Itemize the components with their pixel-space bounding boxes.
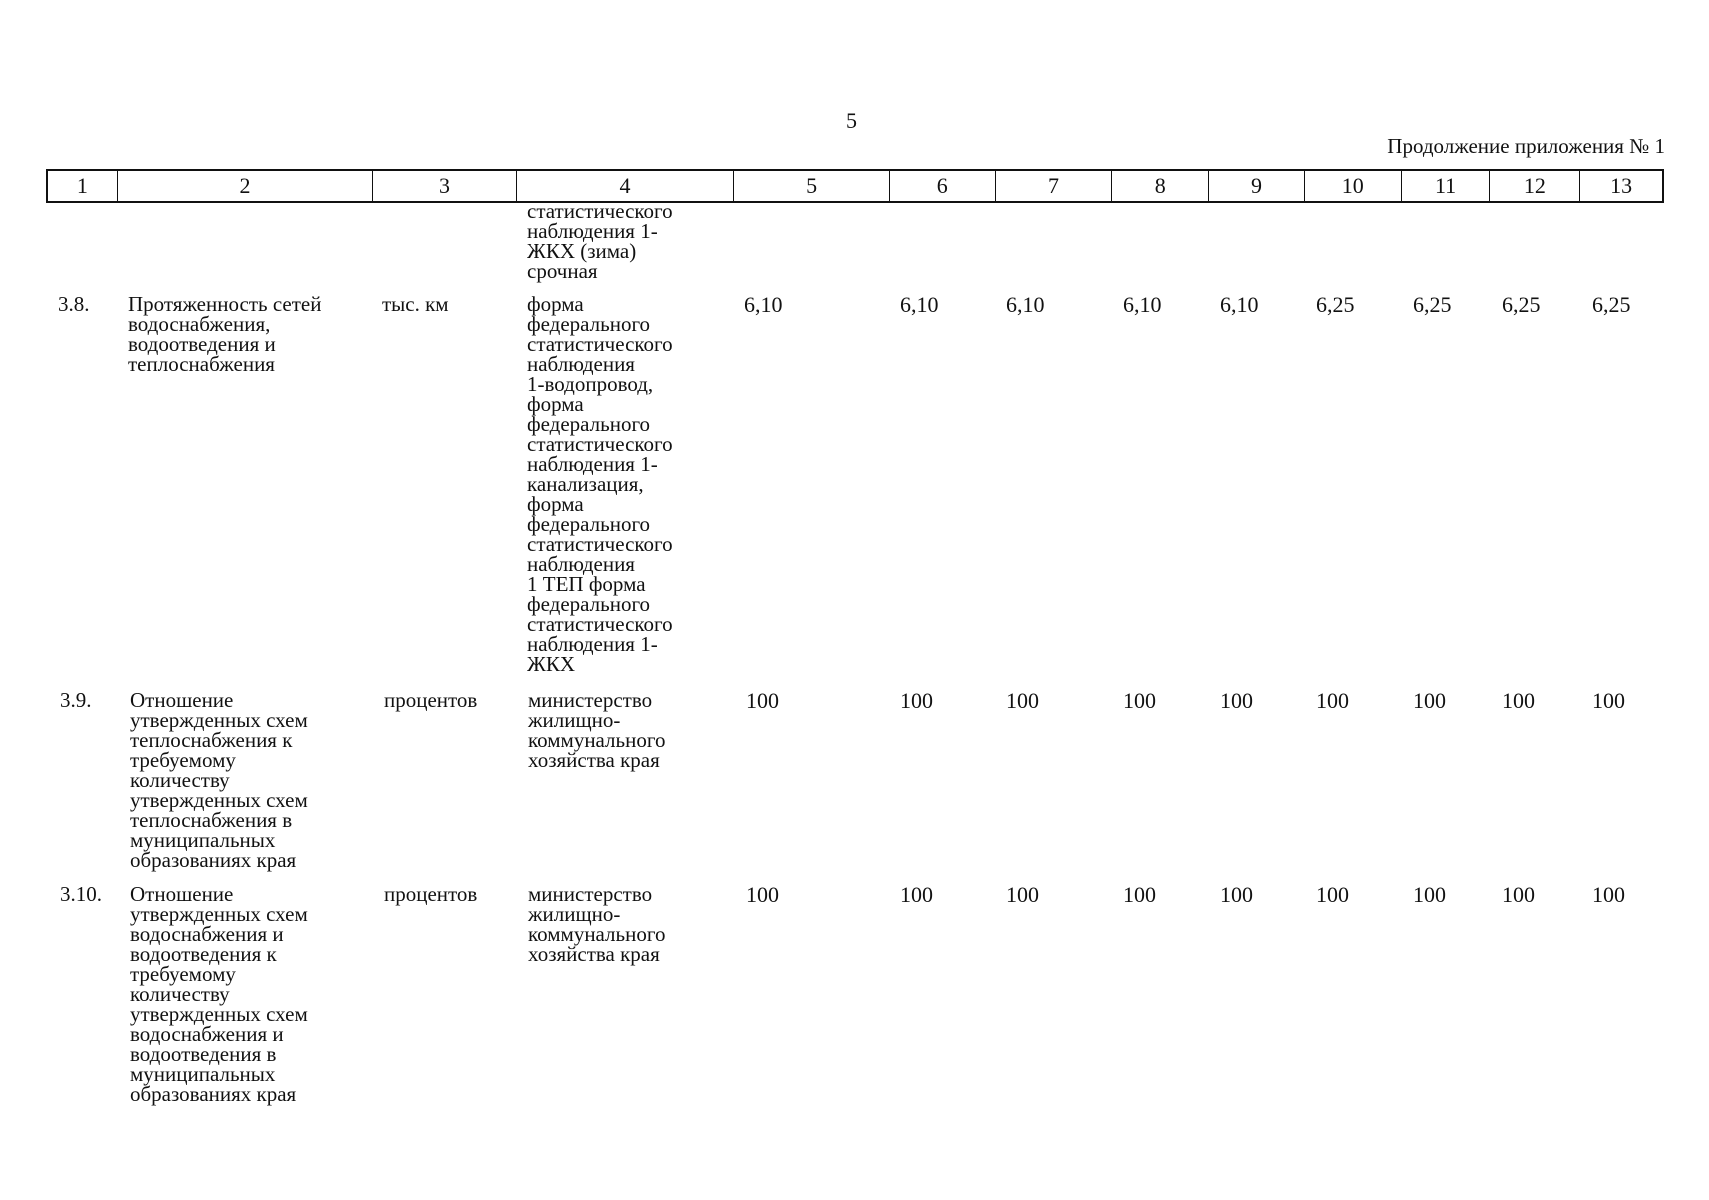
column-header-4: 4	[517, 171, 734, 201]
value-col-8: 100	[1123, 882, 1156, 907]
value-col-9: 6,10	[1220, 292, 1259, 317]
source-line: статистического	[527, 432, 673, 456]
source-line: наблюдения 1-	[527, 632, 658, 656]
indicator-line: количеству	[130, 768, 230, 792]
indicator-line: требуемому	[130, 962, 236, 986]
indicator-line: теплоснабжения в	[130, 808, 293, 832]
indicator-line: водоотведения к	[130, 942, 277, 966]
source-line: форма	[527, 492, 584, 516]
indicator-line: водоснабжения и	[130, 1022, 284, 1046]
source-line: статистического	[527, 332, 673, 356]
value-col-9: 100	[1220, 882, 1253, 907]
source-line: министерство	[528, 882, 653, 906]
source-cell	[527, 294, 727, 674]
source-line: министерство	[528, 688, 653, 712]
indicator-line: водоотведения в	[130, 1042, 277, 1066]
row-number: 3.8.	[58, 292, 90, 316]
indicator-line: утвержденных схем	[130, 902, 308, 926]
source-line: жилищно-	[528, 708, 621, 732]
source-line: 1 ТЕП форма	[527, 572, 646, 596]
source-cell	[528, 884, 728, 964]
continuation-label: Продолжение приложения № 1	[1387, 134, 1665, 158]
indicator-line: Отношение	[130, 882, 234, 906]
indicator-line: требуемому	[130, 748, 236, 772]
column-header-7: 7	[996, 171, 1113, 201]
row-number: 3.10.	[60, 882, 102, 906]
page-number: 5	[846, 108, 857, 133]
source-cell	[528, 690, 728, 770]
source-line: коммунального	[528, 922, 666, 946]
value-col-6: 100	[900, 882, 933, 907]
value-col-11: 100	[1413, 688, 1446, 713]
value-col-5: 100	[746, 882, 779, 907]
unit-cell: тыс. км	[382, 292, 449, 316]
column-header-11: 11	[1402, 171, 1491, 201]
indicator-line: утвержденных схем	[130, 788, 308, 812]
source-line: статистического	[527, 612, 673, 636]
source-line: федерального	[527, 412, 651, 436]
source-line: наблюдения	[527, 552, 635, 576]
indicator-name-cell	[128, 294, 364, 374]
indicator-line: водоотведения и	[128, 332, 276, 356]
indicator-line: муниципальных	[130, 1062, 276, 1086]
indicator-line: утвержденных схем	[130, 708, 308, 732]
value-col-7: 6,10	[1006, 292, 1045, 317]
value-col-5: 100	[746, 688, 779, 713]
indicator-line: утвержденных схем	[130, 1002, 308, 1026]
column-header-6: 6	[890, 171, 996, 201]
value-col-9: 100	[1220, 688, 1253, 713]
value-col-12: 100	[1502, 882, 1535, 907]
value-col-7: 100	[1006, 882, 1039, 907]
source-line: коммунального	[528, 728, 666, 752]
indicator-line: теплоснабжения	[128, 352, 275, 376]
value-col-13: 100	[1592, 882, 1625, 907]
value-col-10: 6,25	[1316, 292, 1355, 317]
value-col-11: 100	[1413, 882, 1446, 907]
indicator-name-cell	[130, 690, 364, 870]
indicator-line: муниципальных	[130, 828, 276, 852]
indicator-line: Отношение	[130, 688, 234, 712]
value-col-6: 6,10	[900, 292, 939, 317]
column-header-10: 10	[1305, 171, 1402, 201]
source-cell	[527, 201, 727, 281]
value-col-10: 100	[1316, 688, 1349, 713]
column-header-3: 3	[373, 171, 517, 201]
indicator-line: Протяженность сетей	[128, 292, 322, 316]
source-line: хозяйства края	[528, 748, 660, 772]
indicator-line: количеству	[130, 982, 230, 1006]
value-col-12: 100	[1502, 688, 1535, 713]
column-header-2: 2	[118, 171, 373, 201]
source-line: хозяйства края	[528, 942, 660, 966]
column-header-13: 13	[1610, 173, 1633, 198]
source-line: канализация,	[527, 472, 644, 496]
unit-cell: процентов	[384, 688, 478, 712]
column-header-1: 1	[48, 171, 118, 201]
source-line: форма	[527, 292, 584, 316]
indicator-name-cell	[130, 884, 364, 1104]
column-header-9: 9	[1209, 171, 1305, 201]
source-line: ЖКХ (зима)	[527, 239, 637, 263]
value-col-11: 6,25	[1413, 292, 1452, 317]
column-header-row	[46, 169, 1664, 203]
row-number: 3.9.	[60, 688, 92, 712]
value-col-13: 100	[1592, 688, 1625, 713]
value-col-5: 6,10	[744, 292, 783, 317]
indicator-line: водоснабжения,	[128, 312, 271, 336]
source-line: статистического	[527, 199, 673, 223]
value-col-10: 100	[1316, 882, 1349, 907]
column-header-5: 5	[734, 171, 890, 201]
source-line: ЖКХ	[527, 652, 575, 676]
source-line: срочная	[527, 259, 598, 283]
unit-cell: процентов	[384, 882, 478, 906]
source-line: федерального	[527, 512, 651, 536]
source-line: жилищно-	[528, 902, 621, 926]
source-line: наблюдения 1-	[527, 452, 658, 476]
source-line: федерального	[527, 592, 651, 616]
source-line: федерального	[527, 312, 651, 336]
indicator-line: теплоснабжения к	[130, 728, 293, 752]
value-col-8: 6,10	[1123, 292, 1162, 317]
value-col-13: 6,25	[1592, 292, 1631, 317]
source-line: наблюдения 1-	[527, 219, 658, 243]
source-line: наблюдения	[527, 352, 635, 376]
source-line: 1-водопровод,	[527, 372, 654, 396]
value-col-6: 100	[900, 688, 933, 713]
value-col-8: 100	[1123, 688, 1156, 713]
value-col-12: 6,25	[1502, 292, 1541, 317]
indicator-line: образованиях края	[130, 848, 297, 872]
indicator-line: водоснабжения и	[130, 922, 284, 946]
column-header-8: 8	[1112, 171, 1209, 201]
source-line: статистического	[527, 532, 673, 556]
value-col-7: 100	[1006, 688, 1039, 713]
indicator-line: образованиях края	[130, 1082, 297, 1106]
column-header-12: 12	[1490, 171, 1580, 201]
source-line: форма	[527, 392, 584, 416]
